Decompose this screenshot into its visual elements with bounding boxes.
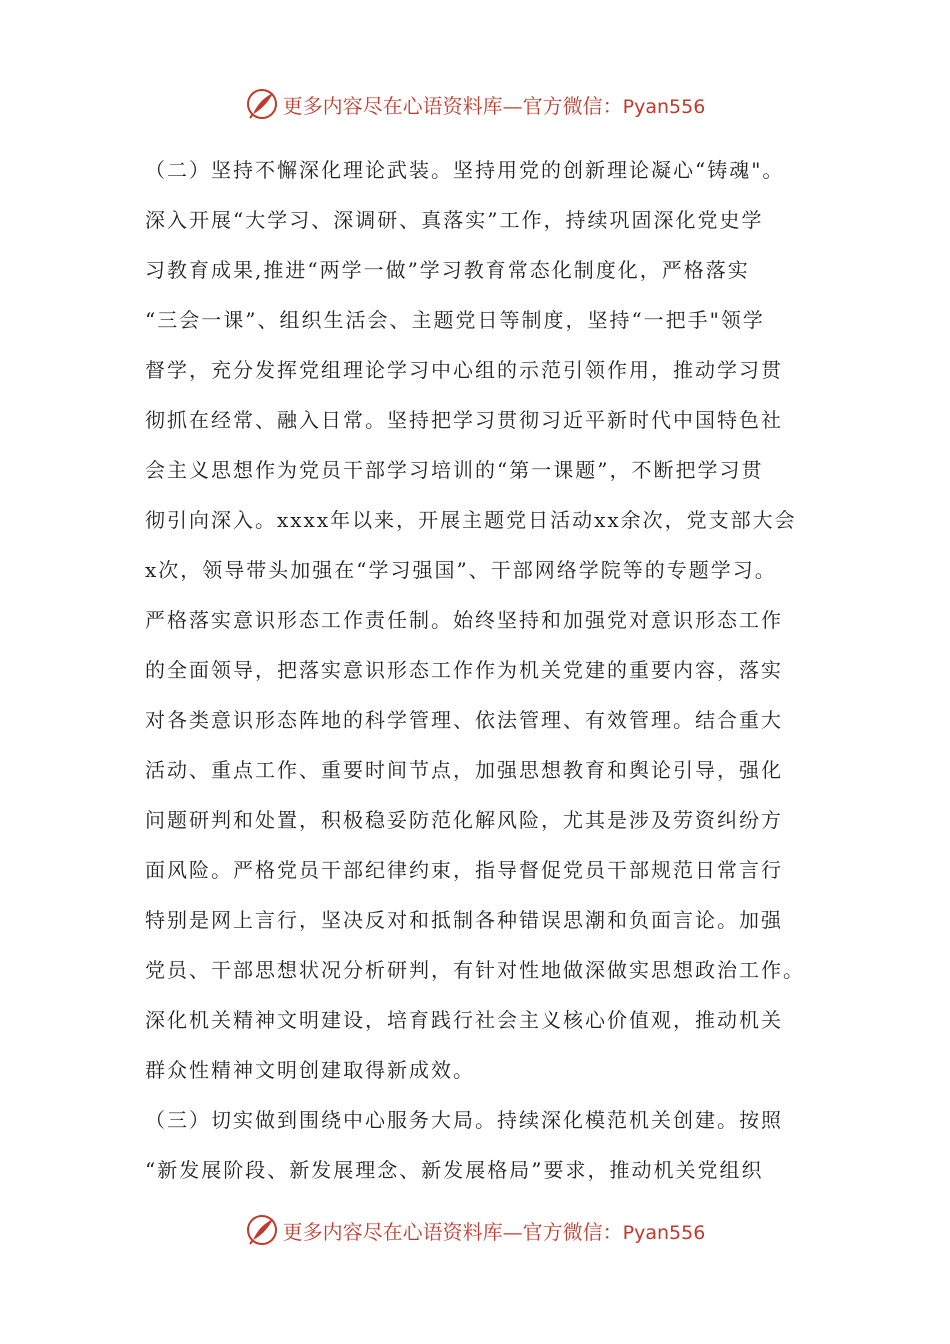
text-line: 的全面领导，把落实意识形态工作作为机关党建的重要内容，落实 <box>145 658 783 682</box>
text-line: 特别是网上言行，坚决反对和抵制各种错误思潮和负面言论。加强 <box>145 908 783 932</box>
text-line: 深化机关精神文明建设，培育践行社会主义核心价值观，推动机关 <box>145 1008 783 1032</box>
text-line: 习教育成果,推进“两学一做”学习教育常态化制度化，严格落实 <box>145 258 750 282</box>
text-line: 彻引向深入。xxxx年以来，开展主题党日活动xx余次，党支部大会 <box>145 508 797 532</box>
watermark-text <box>283 1216 706 1245</box>
feather-pen-logo-icon <box>245 87 279 121</box>
text-line: 群众性精神文明创建取得新成效。 <box>145 1058 475 1082</box>
footer-watermark <box>0 1208 950 1252</box>
header-watermark <box>0 82 950 126</box>
text-line: 彻抓在经常、融入日常。坚持把学习贯彻习近平新时代中国特色社 <box>145 408 783 432</box>
text-line: 督学，充分发挥党组理论学习中心组的示范引领作用，推动学习贯 <box>145 358 783 382</box>
text-line: 活动、重点工作、重要时间节点，加强思想教育和舆论引导，强化 <box>145 758 783 782</box>
text-line: 问题研判和处置，积极稳妥防范化解风险，尤其是涉及劳资纠纷方 <box>145 808 783 832</box>
text-line: 会主义思想作为党员干部学习培训的“第一课题”，不断把学习贯 <box>145 458 764 482</box>
watermark-handle: Pyan556 <box>622 1221 706 1244</box>
text-line: 深入开展“大学习、深调研、真落实”工作，持续巩固深化党史学 <box>145 208 764 232</box>
watermark-handle: Pyan556 <box>622 95 706 118</box>
watermark-text <box>283 90 706 119</box>
text-line: 党员、干部思想状况分析研判，有针对性地做深做实思想政治工作。 <box>145 958 805 982</box>
watermark-label: 更多内容尽在心语资料库—官方微信： <box>282 93 623 118</box>
text-line: 面风险。严格党员干部纪律约束，指导督促党员干部规范日常言行 <box>145 858 783 882</box>
text-line: “新发展阶段、新发展理念、新发展格局”要求，推动机关党组织 <box>145 1158 764 1182</box>
text-line: （二）坚持不懈深化理论武装。坚持用党的创新理论凝心“铸魂"。 <box>145 158 785 182</box>
text-line: 对各类意识形态阵地的科学管理、依法管理、有效管理。结合重大 <box>145 708 783 732</box>
document-body <box>145 145 825 1195</box>
text-line: （三）切实做到围绕中心服务大局。持续深化模范机关创建。按照 <box>145 1108 783 1132</box>
watermark-label: 更多内容尽在心语资料库—官方微信： <box>282 1219 623 1244</box>
feather-pen-logo-icon <box>245 1213 279 1247</box>
text-line: 严格落实意识形态工作责任制。始终坚持和加强党对意识形态工作 <box>145 608 783 632</box>
text-line: x次，领导带头加强在“学习强国”、干部网络学院等的专题学习。 <box>145 558 777 582</box>
text-line: “三会一课”、组织生活会、主题党日等制度，坚持“一把手"领学 <box>145 308 765 332</box>
